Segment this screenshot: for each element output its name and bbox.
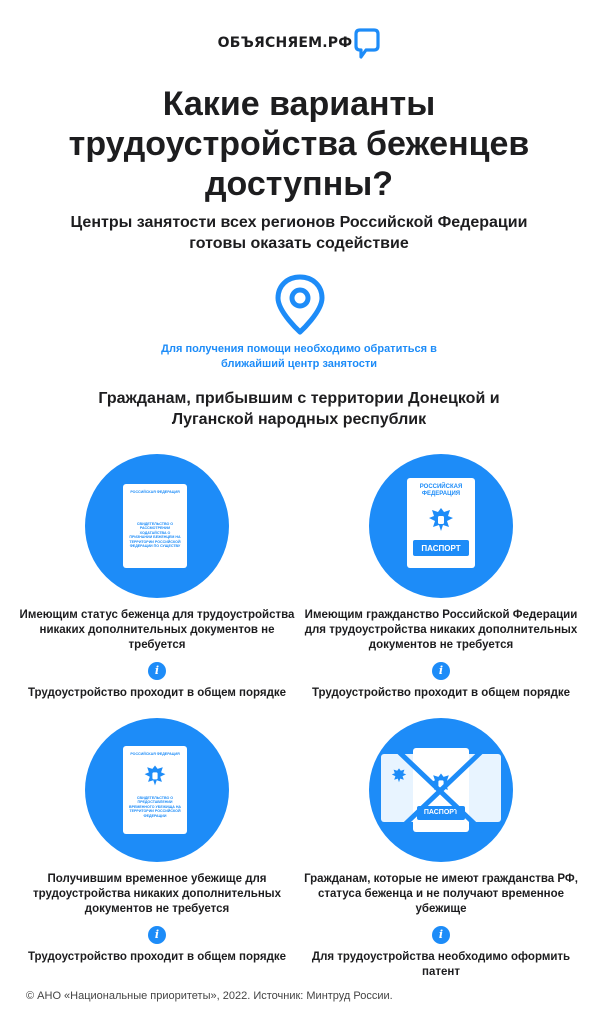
page-subtitle: Центры занятости всех регионов Российской Федерации готовы оказать содействие [70,214,528,252]
card-refugee-status [12,454,302,701]
brand-logo [0,26,598,60]
refugee-certificate-document [123,484,187,568]
logo-text: ОБЪЯСНЯЕМ.РФ [217,35,353,51]
page-title: Какие варианты трудоустройства беженцев доступны? [68,85,530,203]
card-description: Имеющим статус беженца для трудоустройства никаких дополнительных документов не требуется [19,609,295,651]
asylum-certificate-document [123,746,187,834]
info-icon: i [432,662,450,680]
doc-header: РОССИЙСКАЯ ФЕДЕРАЦИЯ [419,484,463,497]
card-description: Гражданам, которые не имеют гражданства РФ, статуса беженца и не получают временное убежище [304,873,578,915]
asylum-certificate-illustration [85,718,229,862]
passport-label: ПАСПОРТ [421,544,461,553]
doc-body: СВИДЕТЕЛЬСТВО О РАССМОТРЕНИИ ХОДАТАЙСТВА О ПРИЗНАНИИ БЕЖЕНЦЕМ НА ТЕРРИТОРИИ РОССИЙСКОЙ ФЕДЕРАЦИИ ПО СУЩЕСТВУ [129,522,181,549]
location-pin-icon [270,274,330,336]
card-rf-citizenship [296,454,586,701]
coat-of-arms-icon [426,504,456,534]
footer-source: © АНО «Национальные приоритеты», 2022. Источник: Минтруд России. [26,990,393,1002]
doc-header: РОССИЙСКАЯ ФЕДЕРАЦИЯ [130,490,180,494]
card-description: Получившим временное убежище для трудоустройства никаких дополнительных документов не требуется [32,873,282,915]
cross-out-icon [369,718,513,862]
refugee-certificate-illustration [85,454,229,598]
passport-document [407,478,475,568]
card-note: Для трудоустройства необходимо оформить патент [311,951,571,978]
card-note: Трудоустройство проходит в общем порядке [311,687,571,699]
section-title: Гражданам, прибывшим с территории Донецкой и Луганской народных республик [98,390,500,428]
card-description: Имеющим гражданство Российской Федерации для трудоустройства никаких дополнительных документов не требуется [304,609,578,651]
info-icon: i [148,662,166,680]
passport-label: ПАСПОРТ [423,809,459,816]
crossed-documents-illustration [369,718,513,862]
info-icon: i [432,926,450,944]
coat-of-arms-icon [142,762,168,788]
card-note: Трудоустройство проходит в общем порядке [27,687,287,699]
card-note: Трудоустройство проходит в общем порядке [27,951,287,963]
help-text: Для получения помощи необходимо обратиться в ближайший центр занятости [161,343,437,370]
card-temporary-asylum [12,718,302,965]
info-icon: i [148,926,166,944]
card-patent-required [296,718,586,980]
doc-body: СВИДЕТЕЛЬСТВО О ПРЕДОСТАВЛЕНИИ ВРЕМЕННОГО УБЕЖИЩА НА ТЕРРИТОРИИ РОССИЙСКОЙ ФЕДЕРАЦИИ [128,796,182,818]
doc-header: РОССИЙСКАЯ ФЕДЕРАЦИЯ [130,752,180,756]
passport-illustration [369,454,513,598]
speech-bubble-icon [354,26,380,60]
